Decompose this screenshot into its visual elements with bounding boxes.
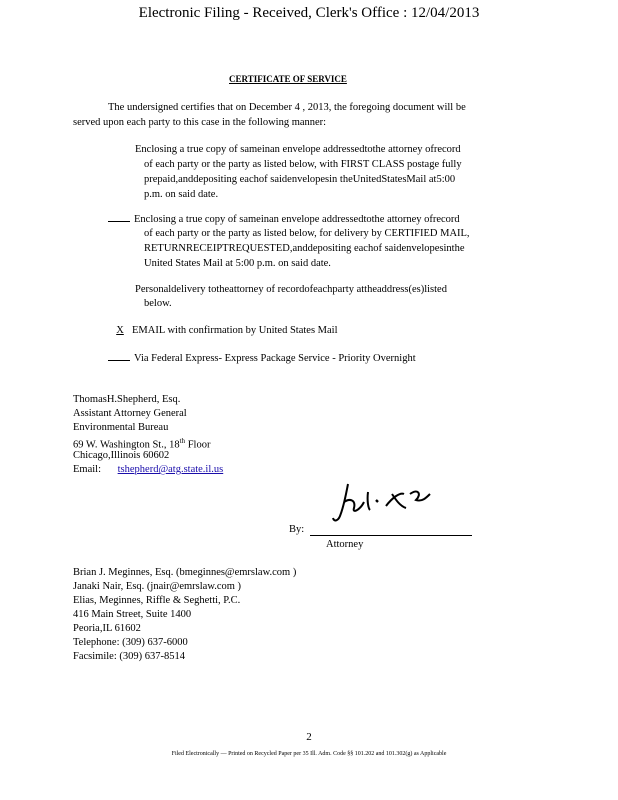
option-fedex-checkbox-blank [108,350,130,361]
recipient-email-link[interactable]: tshepherd@atg.state.il.us [117,464,224,475]
recipient-email-label: Email: [73,464,101,475]
filing-stamp-header: Electronic Filing - Received, Clerk's Office : 12/04/2013 [138,5,480,21]
recipient-bureau: Environmental Bureau [73,422,169,433]
recipient-city: Chicago,Illinois 60602 [73,450,170,461]
recipient-street-text: 69 W. Washington St., 18 [73,439,180,451]
sender-line-1: Brian J. Meginnes, Esq. (bmeginnes@emrslaw.com ) [73,567,297,578]
option-certified-line-4: United States Mail at 5:00 p.m. on said date. [144,258,331,269]
option-email-mark: X [116,325,124,336]
signature-role: Attorney [326,539,364,550]
option-certified-line-1 [108,211,460,227]
sender-telephone: Telephone: (309) 637-6000 [73,637,188,648]
sender-line-2: Janaki Nair, Esq. (jnair@emrslaw.com ) [73,581,242,592]
page-number: 2 [306,731,312,743]
option-certified-text-1: Enclosing a true copy of sameinan envelope addressedtothe attorney ofrecord [134,214,460,225]
recipient-street-sup: th [179,437,186,445]
recipient-name: ThomasH.Shepherd, Esq. [73,394,181,405]
option-email [108,323,338,338]
option-fedex-text: Via Federal Express- Express Package Service - Priority Overnight [134,353,416,364]
handwritten-signature [330,480,440,530]
recipient-street-floor: Floor [187,439,211,451]
recipient-email-row [73,462,223,477]
sender-street: 416 Main Street, Suite 1400 [73,609,192,620]
sender-firm: Elias, Meginnes, Riffle & Seghetti, P.C. [73,595,241,606]
option-first-class-line-4: p.m. on said date. [144,189,219,200]
option-first-class-line-3: prepaid,anddepositing eachof saidenvelopesin theUnitedStatesMail at5:00 [144,174,456,185]
sender-city: Peoria,IL 61602 [73,623,141,634]
intro-line-1: The undersigned certifies that on December 4 , 2013, the foregoing document will be [108,102,466,113]
footer-notice: Filed Electronically — Printed on Recycled Paper per 35 Ill. Adm. Code §§ 101.202 and 101.302(g) as Applicable [171,751,447,757]
intro-line-2: served upon each party to this case in the following manner: [73,117,327,128]
option-personal-delivery-line-1: Personaldelivery totheattorney of recordofeachparty attheaddress(es)listed [135,284,447,295]
signature-by-label: By: [289,524,305,535]
option-first-class-line-2: of each party or the party as listed below, with FIRST CLASS postage fully [144,159,462,170]
option-federal-express [108,350,416,366]
option-personal-delivery-line-2: below. [144,298,172,309]
certificate-title: CERTIFICATE OF SERVICE [229,74,347,84]
sender-facsimile: Facsimile: (309) 637-8514 [73,651,185,662]
recipient-title: Assistant Attorney General [73,408,187,419]
option-certified-line-3: RETURNRECEIPTREQUESTED,anddepositing eachof saidenvelopesinthe [144,243,465,254]
option-email-text: EMAIL with confirmation by United States Mail [132,325,338,336]
option-certified-line-2: of each party or the party as listed below, for delivery by CERTIFIED MAIL, [144,228,470,239]
option-first-class-line-1: Enclosing a true copy of sameinan envelope addressedtothe attorney ofrecord [135,144,461,155]
option-certified-checkbox-blank [108,211,130,222]
signature-line [310,535,472,536]
